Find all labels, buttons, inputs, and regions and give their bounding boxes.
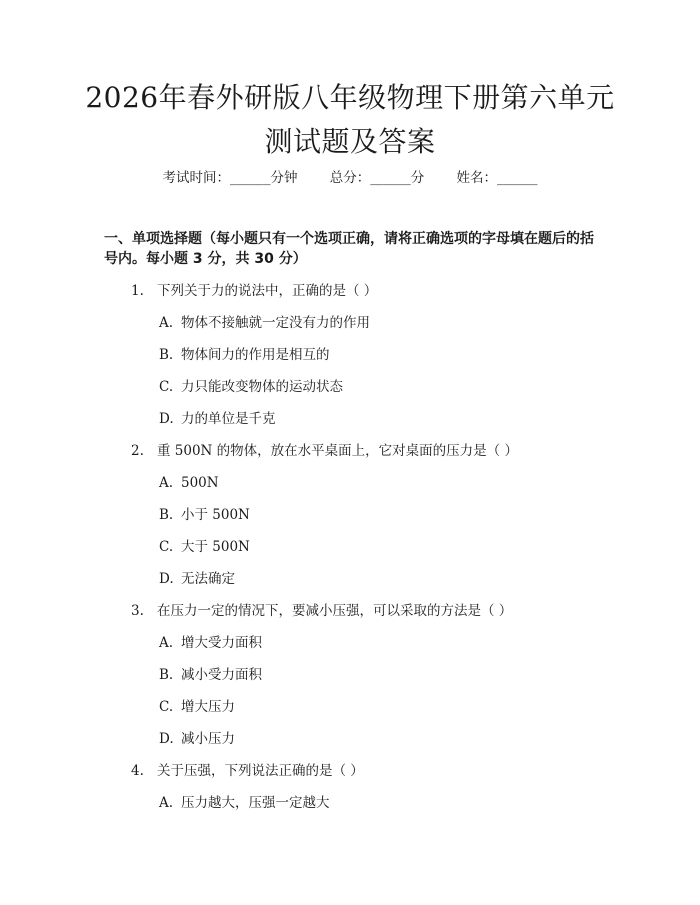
question-4 [131, 762, 364, 780]
question-number: 2. [131, 443, 144, 459]
total-score-field: 总分：______分 [329, 170, 425, 186]
option-text: 减小受力面积 [181, 667, 262, 683]
student-name-field: 姓名：______ [456, 170, 538, 186]
option-text: 物体间力的作用是相互的 [181, 347, 330, 363]
option-letter: C. [159, 699, 174, 715]
question-2-option-d [159, 570, 235, 588]
option-letter: D. [159, 411, 174, 427]
option-text: 压力越大，压强一定越大 [181, 795, 330, 811]
question-1-option-d [159, 410, 276, 428]
question-2 [131, 442, 518, 460]
option-text: 力的单位是千克 [181, 411, 276, 427]
option-letter: D. [159, 571, 174, 587]
question-1 [131, 282, 377, 300]
option-text: 大于 500N [181, 539, 250, 555]
question-2-option-c [159, 538, 250, 556]
option-text: 减小压力 [181, 731, 235, 747]
option-text: 500N [181, 475, 219, 491]
question-1-option-a [159, 314, 370, 332]
option-letter: C. [159, 539, 174, 555]
document-title: 2026年春外研版八年级物理下册第六单元测试题及答案 [85, 81, 615, 158]
option-letter: B. [159, 667, 174, 683]
question-3-option-a [159, 634, 262, 652]
option-letter: A. [159, 475, 174, 491]
option-letter: D. [159, 731, 174, 747]
option-letter: A. [159, 635, 174, 651]
question-3-option-d [159, 730, 235, 748]
question-number: 4. [131, 763, 144, 779]
question-2-option-a [159, 474, 219, 492]
question-3-option-c [159, 698, 235, 716]
question-text: 下列关于力的说法中，正确的是（ ） [157, 283, 378, 299]
question-3-option-b [159, 666, 262, 684]
option-letter: B. [159, 347, 174, 363]
exam-time-field: 考试时间：______分钟 [162, 170, 298, 186]
option-letter: B. [159, 507, 174, 523]
question-text: 在压力一定的情况下，要减小压强，可以采取的方法是（ ） [157, 603, 513, 619]
question-2-option-b [159, 506, 250, 524]
question-text: 关于压强，下列说法正确的是（ ） [157, 763, 364, 779]
question-text: 重 500N 的物体，放在水平桌面上，它对桌面的压力是（ ） [157, 443, 518, 459]
option-letter: A. [159, 315, 174, 331]
option-letter: C. [159, 379, 174, 395]
question-4-option-a [159, 794, 330, 812]
question-3 [131, 602, 512, 620]
section-heading: 一、单项选择题（每小题只有一个选项正确，请将正确选项的字母填在题后的括号内。每小题 3 分，共 30 分） [104, 231, 594, 267]
option-text: 力只能改变物体的运动状态 [181, 379, 343, 395]
question-number: 1. [131, 283, 144, 299]
option-text: 物体不接触就一定没有力的作用 [181, 315, 370, 331]
question-number: 3. [131, 603, 144, 619]
option-text: 增大压力 [181, 699, 235, 715]
option-text: 增大受力面积 [181, 635, 262, 651]
option-text: 小于 500N [181, 507, 250, 523]
option-letter: A. [159, 795, 174, 811]
option-text: 无法确定 [181, 571, 235, 587]
question-1-option-b [159, 346, 330, 364]
exam-info-line [0, 169, 700, 187]
question-1-option-c [159, 378, 343, 396]
